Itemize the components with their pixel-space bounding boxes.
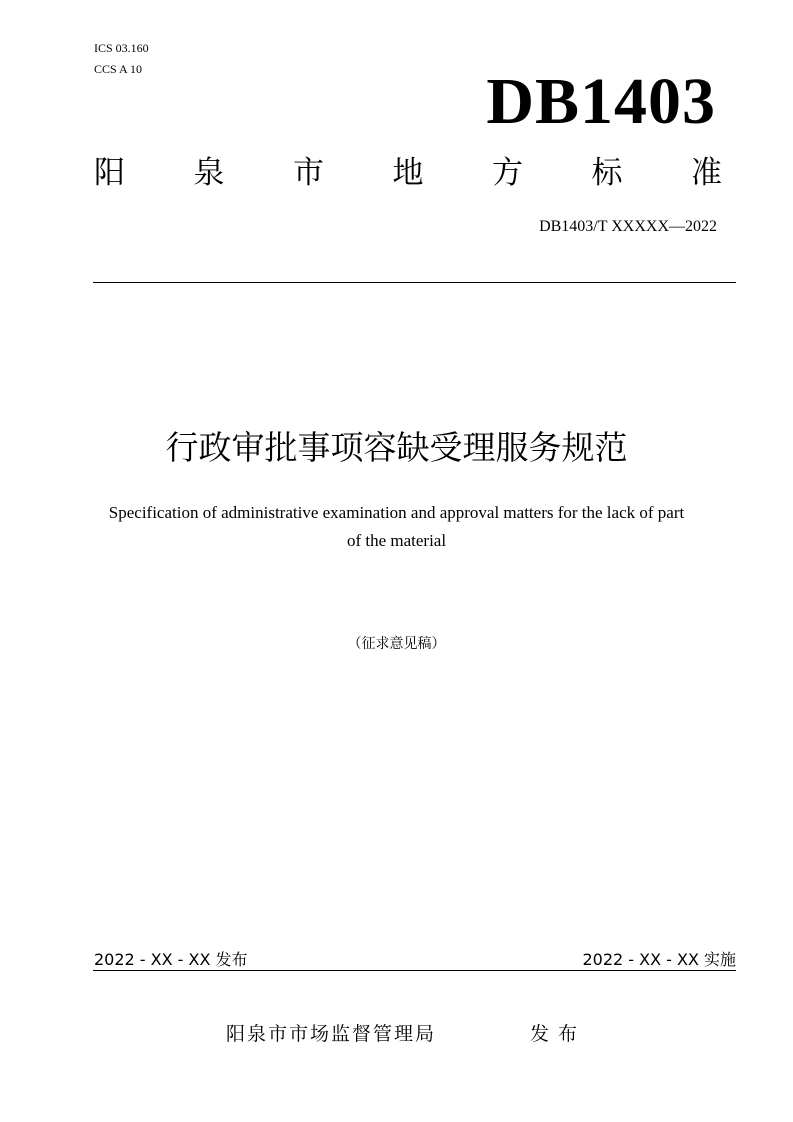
standard-type-char: 标 (591, 155, 623, 191)
standard-type-char: 准 (691, 155, 722, 191)
standard-type-char: 方 (492, 155, 523, 191)
draft-status-label: （征求意见稿） (347, 637, 446, 652)
issue-label: 发布 (530, 1023, 587, 1045)
standard-code-logo: DB1403 (486, 65, 716, 138)
english-title-line: Specification of administrative examination and approval matters for the lack of part (108, 503, 685, 522)
standard-type-char: 泉 (193, 155, 225, 191)
footer-divider (93, 970, 736, 971)
standard-number: DB1403/T XXXXX—2022 (539, 218, 717, 235)
ccs-code: CCS A 10 (94, 62, 143, 76)
header-divider (93, 282, 736, 283)
issuing-authority: 阳泉市市场监督管理局 (226, 1023, 437, 1045)
standard-type-char: 市 (293, 155, 324, 191)
standard-type-char: 阳 (94, 155, 125, 191)
implementation-date: 2022 - XX - XX 实施 (582, 950, 736, 969)
standard-type-char: 地 (392, 155, 424, 191)
issue-date: 2022 - XX - XX 发布 (94, 950, 248, 969)
english-title-line: of the material (346, 531, 447, 550)
document-title-chinese: 行政审批事项容缺受理服务规范 (165, 428, 628, 467)
standard-type-heading (94, 154, 722, 192)
ics-code: ICS 03.160 (94, 41, 149, 55)
document-title-english (60, 499, 733, 555)
